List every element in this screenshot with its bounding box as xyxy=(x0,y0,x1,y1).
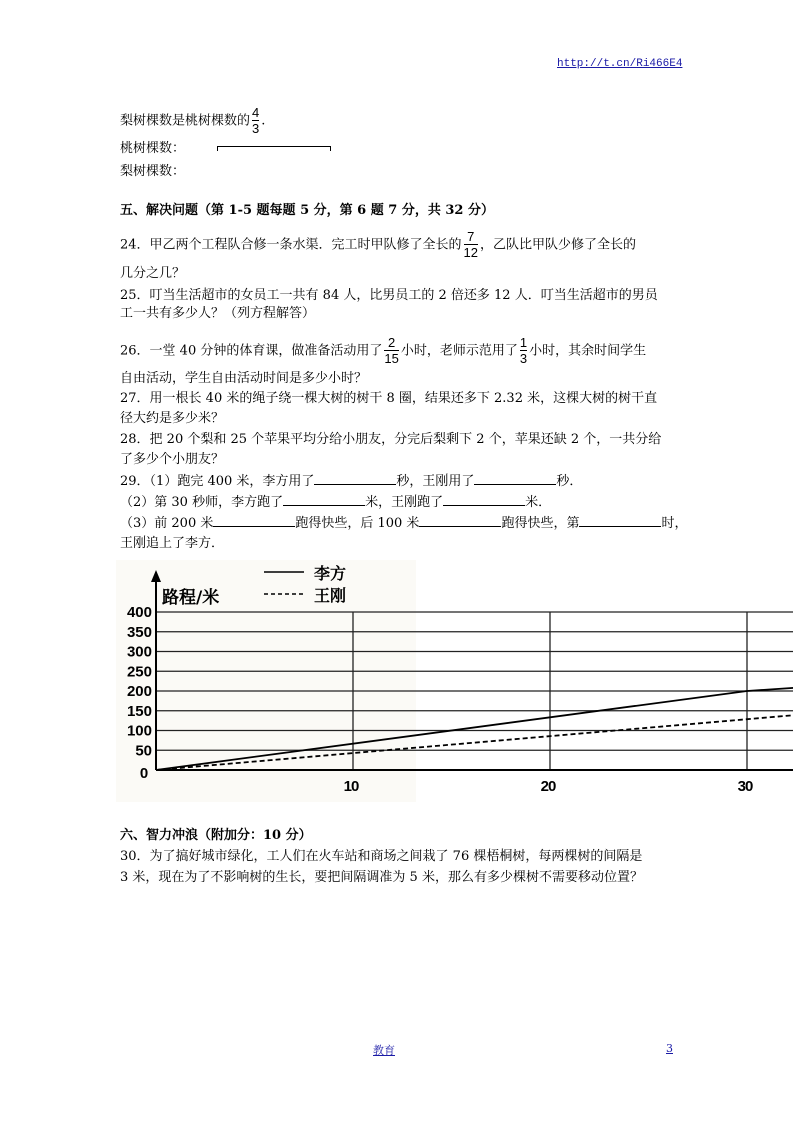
y-tick-label: 350 xyxy=(126,623,152,641)
q29-line4: 王刚追上了李方． xyxy=(120,536,225,551)
frac-num: 1 xyxy=(519,335,528,350)
answer-blank[interactable] xyxy=(419,514,501,527)
frac-num: 4 xyxy=(252,105,260,120)
q29-line2 xyxy=(120,493,551,512)
q29-text: 米，王刚跑了 xyxy=(365,495,444,510)
x-tick-label: 10 xyxy=(343,778,359,795)
fraction-1-3 xyxy=(520,336,527,366)
section5-title: 五、解决问题（第 1-5 题每题 5 分，第 6 题 7 分，共 32 分） xyxy=(120,203,494,218)
header-url-link[interactable]: http://t.cn/Ri466E4 xyxy=(557,58,683,70)
fraction-4-3 xyxy=(252,106,259,136)
frac-den: 3 xyxy=(519,351,528,366)
q24-line1 xyxy=(120,230,636,260)
page-number: 3 xyxy=(666,1042,673,1055)
q27-line1: 27．用一根长 40 米的绳子绕一棵大树的树干 8 圈，结果还多下 2.32 米，这棵大树的树干直 xyxy=(120,391,658,406)
frac-num: 7 xyxy=(467,229,475,244)
q29-text: 米． xyxy=(525,495,552,510)
ratio-end: . xyxy=(261,113,266,129)
q25-line2: 工一共有多少人？（列方程解答） xyxy=(120,306,316,321)
legend-label: 王刚 xyxy=(314,586,347,605)
q26-line1 xyxy=(120,336,646,366)
frac-den: 3 xyxy=(252,121,260,136)
q28-line2: 了多少个小朋友？ xyxy=(120,452,225,467)
q30-line1: 30．为了搞好城市绿化，工人们在火车站和商场之间栽了 76 棵梧桐树，每两棵树的间隔是 xyxy=(120,849,643,864)
peach-bar xyxy=(217,146,331,151)
legend-label: 李方 xyxy=(314,564,347,583)
fraction-7-12 xyxy=(464,230,478,260)
q30-line2: 3 米，现在为了不影响树的生长，要把间隔调准为 5 米，那么有多少棵树不需要移动位置？ xyxy=(120,870,643,885)
q29-text: 跑得快些，后 100 米 xyxy=(295,516,420,531)
q29-text: （2）第 30 秒师，李方跑了 xyxy=(120,495,284,510)
q24-line2: 几分之几？ xyxy=(120,266,186,281)
answer-blank[interactable] xyxy=(283,493,365,506)
section6-title: 六、智力冲浪（附加分：10 分） xyxy=(120,828,312,843)
q27-line2: 径大约是多少米？ xyxy=(120,411,225,426)
q29-text: 秒，王刚用了 xyxy=(396,474,475,489)
answer-blank[interactable] xyxy=(579,514,661,527)
q29-text: 跑得快些，第 xyxy=(501,516,580,531)
answer-blank[interactable] xyxy=(474,472,556,485)
fraction-2-15 xyxy=(384,336,398,366)
peach-count-label: 桃树棵数： xyxy=(120,141,186,156)
y-tick-label: 150 xyxy=(126,702,152,720)
q26-line2: 自由活动，学生自由活动时间是多少小时？ xyxy=(120,371,368,386)
pear-ratio-line xyxy=(120,106,265,136)
y-tick-label: 200 xyxy=(126,683,152,700)
y-tick-label: 300 xyxy=(126,643,152,661)
q28-line1: 28．把 20 个梨和 25 个苹果平均分给小朋友，分完后梨剩下 2 个，苹果还缺 2 个，一共分给 xyxy=(120,432,662,447)
y-tick-label: 100 xyxy=(126,722,152,740)
answer-blank[interactable] xyxy=(213,514,295,527)
chart-background xyxy=(116,560,416,802)
q29-text: （3）前 200 米 xyxy=(120,516,214,531)
q29-text: 秒． xyxy=(556,474,583,489)
y-tick-label: 250 xyxy=(126,663,152,681)
x-tick-label: 20 xyxy=(540,778,556,795)
x-tick-label: 30 xyxy=(737,778,753,795)
q24-text-b: ，乙队比甲队少修了全长的 xyxy=(480,237,637,253)
frac-den: 15 xyxy=(384,351,399,366)
q29-text: 时， xyxy=(661,516,688,531)
y-tick-label: 400 xyxy=(126,604,152,621)
q26-text-c: 小时，其余时间学生 xyxy=(529,343,647,359)
q26-text-a: 26．一堂 40 分钟的体育课，做准备活动用了 xyxy=(120,343,383,359)
y-axis-title: 路程/米 xyxy=(162,588,220,608)
q25-line1: 25．叮当生活超市的女员工一共有 84 人，比男员工的 2 倍还多 12 人．叮当生活超市的男员 xyxy=(120,288,658,303)
origin-label: 0 xyxy=(139,765,149,782)
ratio-text: 梨树棵数是桃树棵数的 xyxy=(120,113,251,129)
q29-line1 xyxy=(120,472,582,491)
answer-blank[interactable] xyxy=(443,493,525,506)
q29-line3 xyxy=(120,514,687,533)
frac-den: 12 xyxy=(463,245,479,260)
pear-count-label: 梨树棵数： xyxy=(120,164,186,179)
q29-text: 29．（1）跑完 400 米，李方用了 xyxy=(120,474,315,489)
q26-text-b: 小时，老师示范用了 xyxy=(400,343,518,359)
answer-blank[interactable] xyxy=(314,472,396,485)
y-tick-label: 50 xyxy=(135,742,152,760)
footer-edu-link[interactable]: 教育 xyxy=(373,1044,395,1057)
q24-text-a: 24．甲乙两个工程队合修一条水渠．完工时甲队修了全长的 xyxy=(120,237,462,253)
frac-num: 2 xyxy=(387,335,396,350)
race-line-chart xyxy=(116,560,753,802)
